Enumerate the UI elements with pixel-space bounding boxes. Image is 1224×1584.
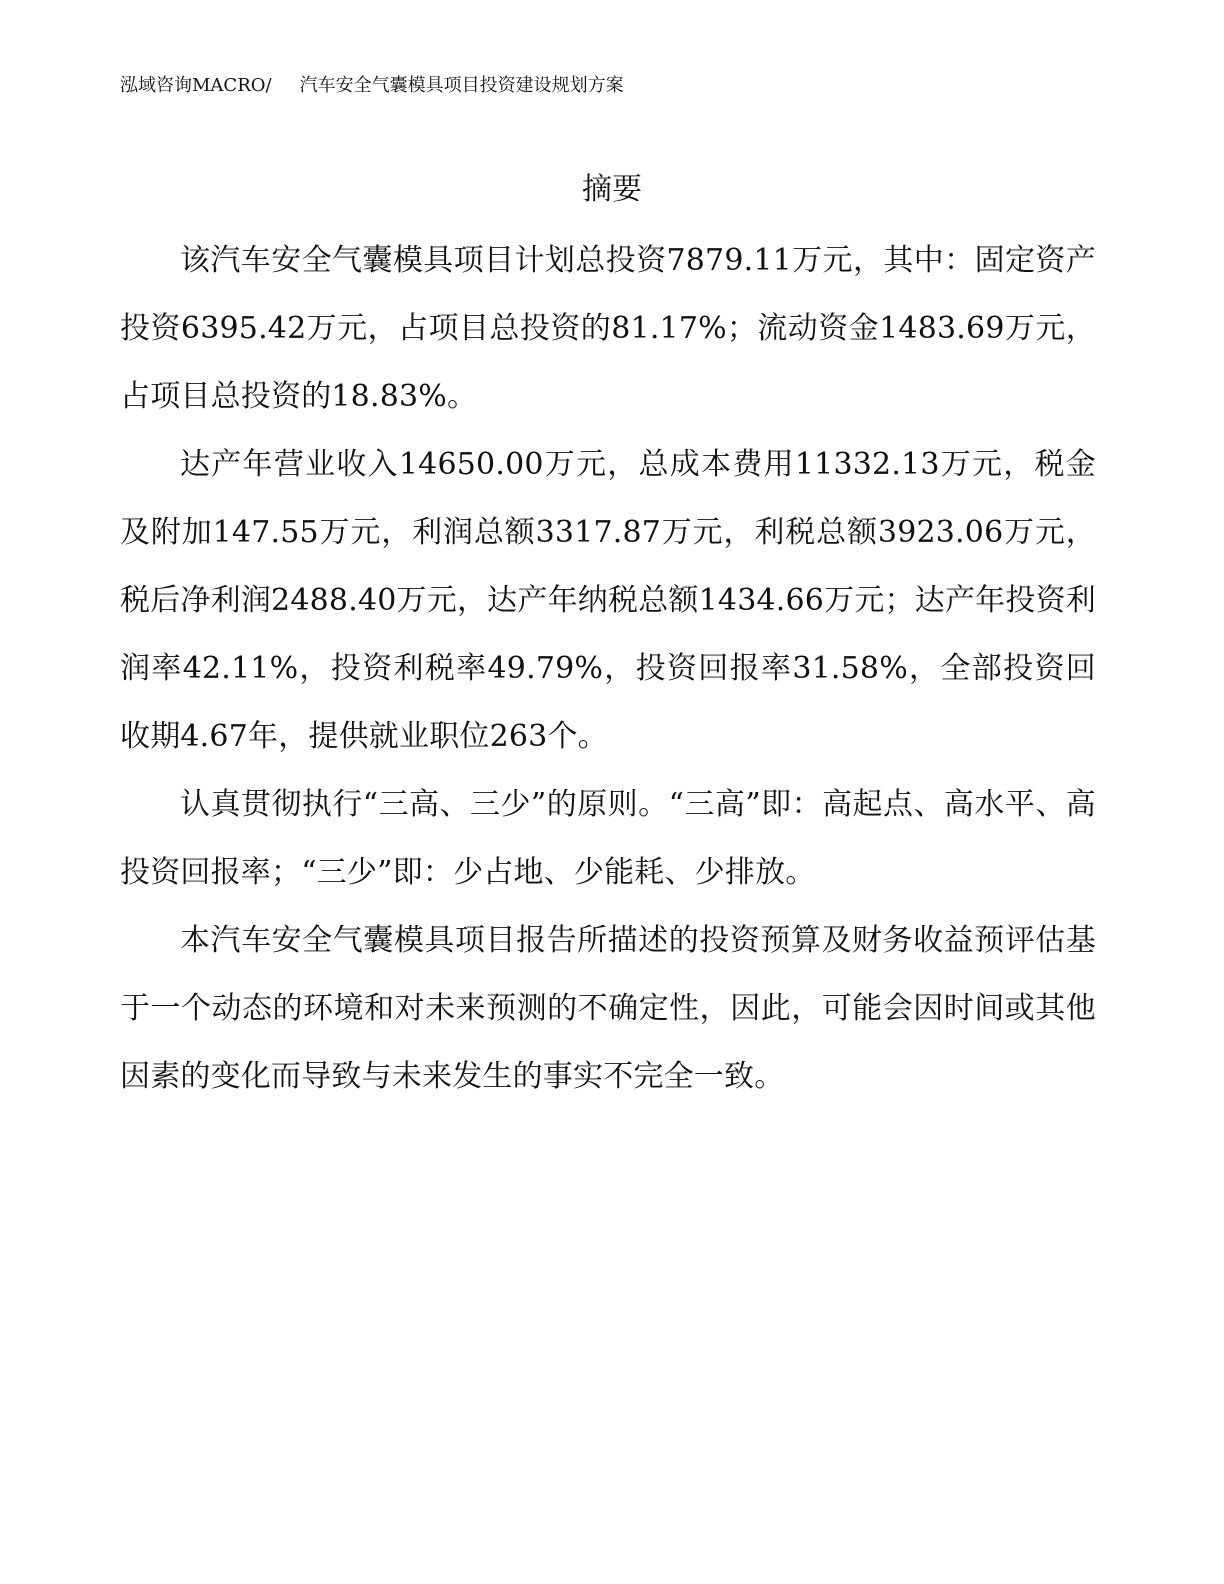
abstract-body [120, 227, 1096, 1111]
paragraph-investment: 该汽车安全气囊模具项目计划总投资7879.11万元，其中：固定资产投资6395.42万元，占项目总投资的81.17%；流动资金1483.69万元，占项目总投资的18.83%。 [120, 243, 1096, 414]
paragraph-disclaimer: 本汽车安全气囊模具项目报告所描述的投资预算及财务收益预评估基于一个动态的环境和对未来预测的不确定性，因此，可能会因时间或其他因素的变化而导致与未来发生的事实不完全一致。 [120, 923, 1096, 1094]
header-org: 泓域咨询MACRO/ [120, 75, 272, 96]
section-title: 摘要 [582, 172, 642, 207]
page-header [120, 72, 624, 100]
paragraph-principles: 认真贯彻执行“三高、三少”的原则。“三高”即：高起点、高水平、高投资回报率；“三少”即：少占地、少能耗、少排放。 [120, 787, 1096, 890]
paragraph-revenue: 达产年营业收入14650.00万元，总成本费用11332.13万元，税金及附加147.55万元，利润总额3317.87万元，利税总额3923.06万元，税后净利润2488.40万元，达产年纳税总额1434.66万元；达产年投资利润率42.11%，投资利税率49.79%，投资回报率31.58%，全部投资回收期4.67年，提供就业职位263个。 [120, 447, 1096, 754]
header-doc-title: 汽车安全气囊模具项目投资建设规划方案 [299, 75, 624, 96]
